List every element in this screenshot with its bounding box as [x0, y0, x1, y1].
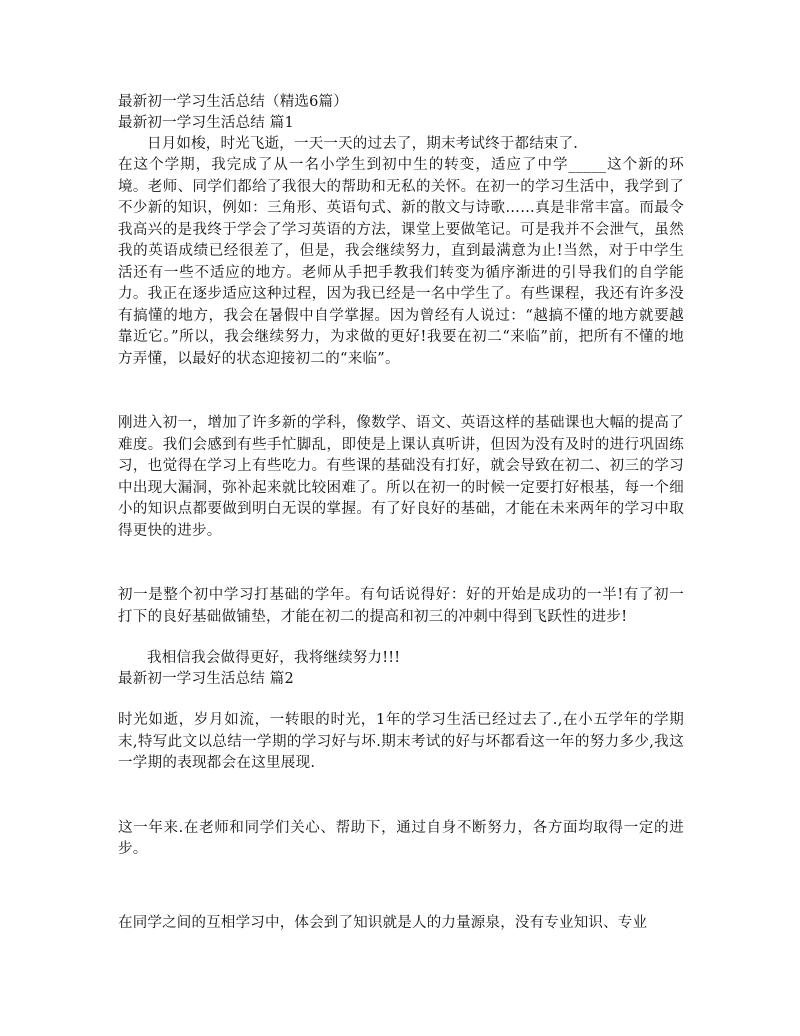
section-1-paragraph-1-first-line: 日月如梭，时光飞逝，一天一天的过去了，期末考试终于都结束了. — [147, 136, 579, 152]
spacer — [118, 370, 684, 413]
section-1-paragraph-1: 在这个学期，我完成了从一名小学生到初中生的转变，适应了中学_____这个新的环境。老师、同学们都给了我很大的帮助和无私的关怀。在初一的学习生活中，我学到了不少新的知识，例如：三角形、英语句式、新的散文与诗歌……真是非常丰富。而最令我高兴的是我终于学会了学习英语的方法，课堂上要做笔记。可是我并不会泄气，虽然我的英语成绩已经很差了，但是，我会继续努力，直到最满意为止!当然，对于中学生活还有一些不适应的地方。老师从手把手教我们转变为循序渐进的引导我们的自学能力。我正在逐步适应这种过程，因为我已经是一名中学生了。有些课程，我还有许多没有搞懂的地方，我会在暑假中自学掌握。因为曾经有人说过：“越搞不懂的地方就要越靠近它。”所以，我会继续努力，为求做的更好!我要在初二“来临”前，把所有不懂的地方弄懂，以最好的状态迎接初二的“来临”。 — [118, 157, 684, 367]
document-title: 最新初一学习生活总结（精选6篇） — [118, 94, 348, 110]
section-1-heading: 最新初一学习生活总结 篇1 — [118, 115, 294, 131]
spacer — [118, 775, 684, 818]
spacer — [118, 861, 684, 913]
spacer — [118, 690, 684, 710]
section-1-paragraph-4: 我相信我会做得更好，我将继续努力!!! — [147, 650, 401, 666]
section-1-paragraph-3: 初一是整个初中学习打基础的学年。有句话说得好：好的开始是成功的一半!有了初一打下的良好基础做铺垫，才能在初二的提高和初三的冲刺中得到飞跃性的进步! — [118, 587, 684, 625]
spacer — [118, 542, 684, 585]
spacer — [118, 628, 684, 648]
section-2-paragraph-3: 在同学之间的互相学习中，体会到了知识就是人的力量源泉，没有专业知识、专业 — [118, 914, 648, 931]
section-2-paragraph-2: 这一年来.在老师和同学们关心、帮助下，通过自身不断努力，各方面均取得一定的进步。 — [118, 819, 684, 857]
section-1-paragraph-2: 刚进入初一，增加了许多新的学科，像数学、语文、英语这样的基础课也大幅的提高了难度。我们会感到有些手忙脚乱，即使是上课认真听讲，但因为没有及时的进行巩固练习，也觉得在学习上有些吃力。有些课的基础没有打好，就会导致在初二、初三的学习中出现大漏洞，弥补起来就比较困难了。所以在初一的时候一定要打好根基，每一个细小的知识点都要做到明白无误的掌握。有了好良好的基础，才能在未来两年的学习中取得更快的进步。 — [118, 415, 684, 539]
section-2-paragraph-1: 时光如逝，岁月如流，一转眼的时光，1年的学习生活已经过去了.,在小五学年的学期末,特写此文以总结一学期的学习好与坏.期末考试的好与坏都看这一年的努力多少,我这一学期的表现都会在这里展现. — [118, 712, 684, 771]
document-page — [118, 92, 684, 934]
section-2-heading: 最新初一学习生活总结 篇2 — [118, 671, 294, 687]
